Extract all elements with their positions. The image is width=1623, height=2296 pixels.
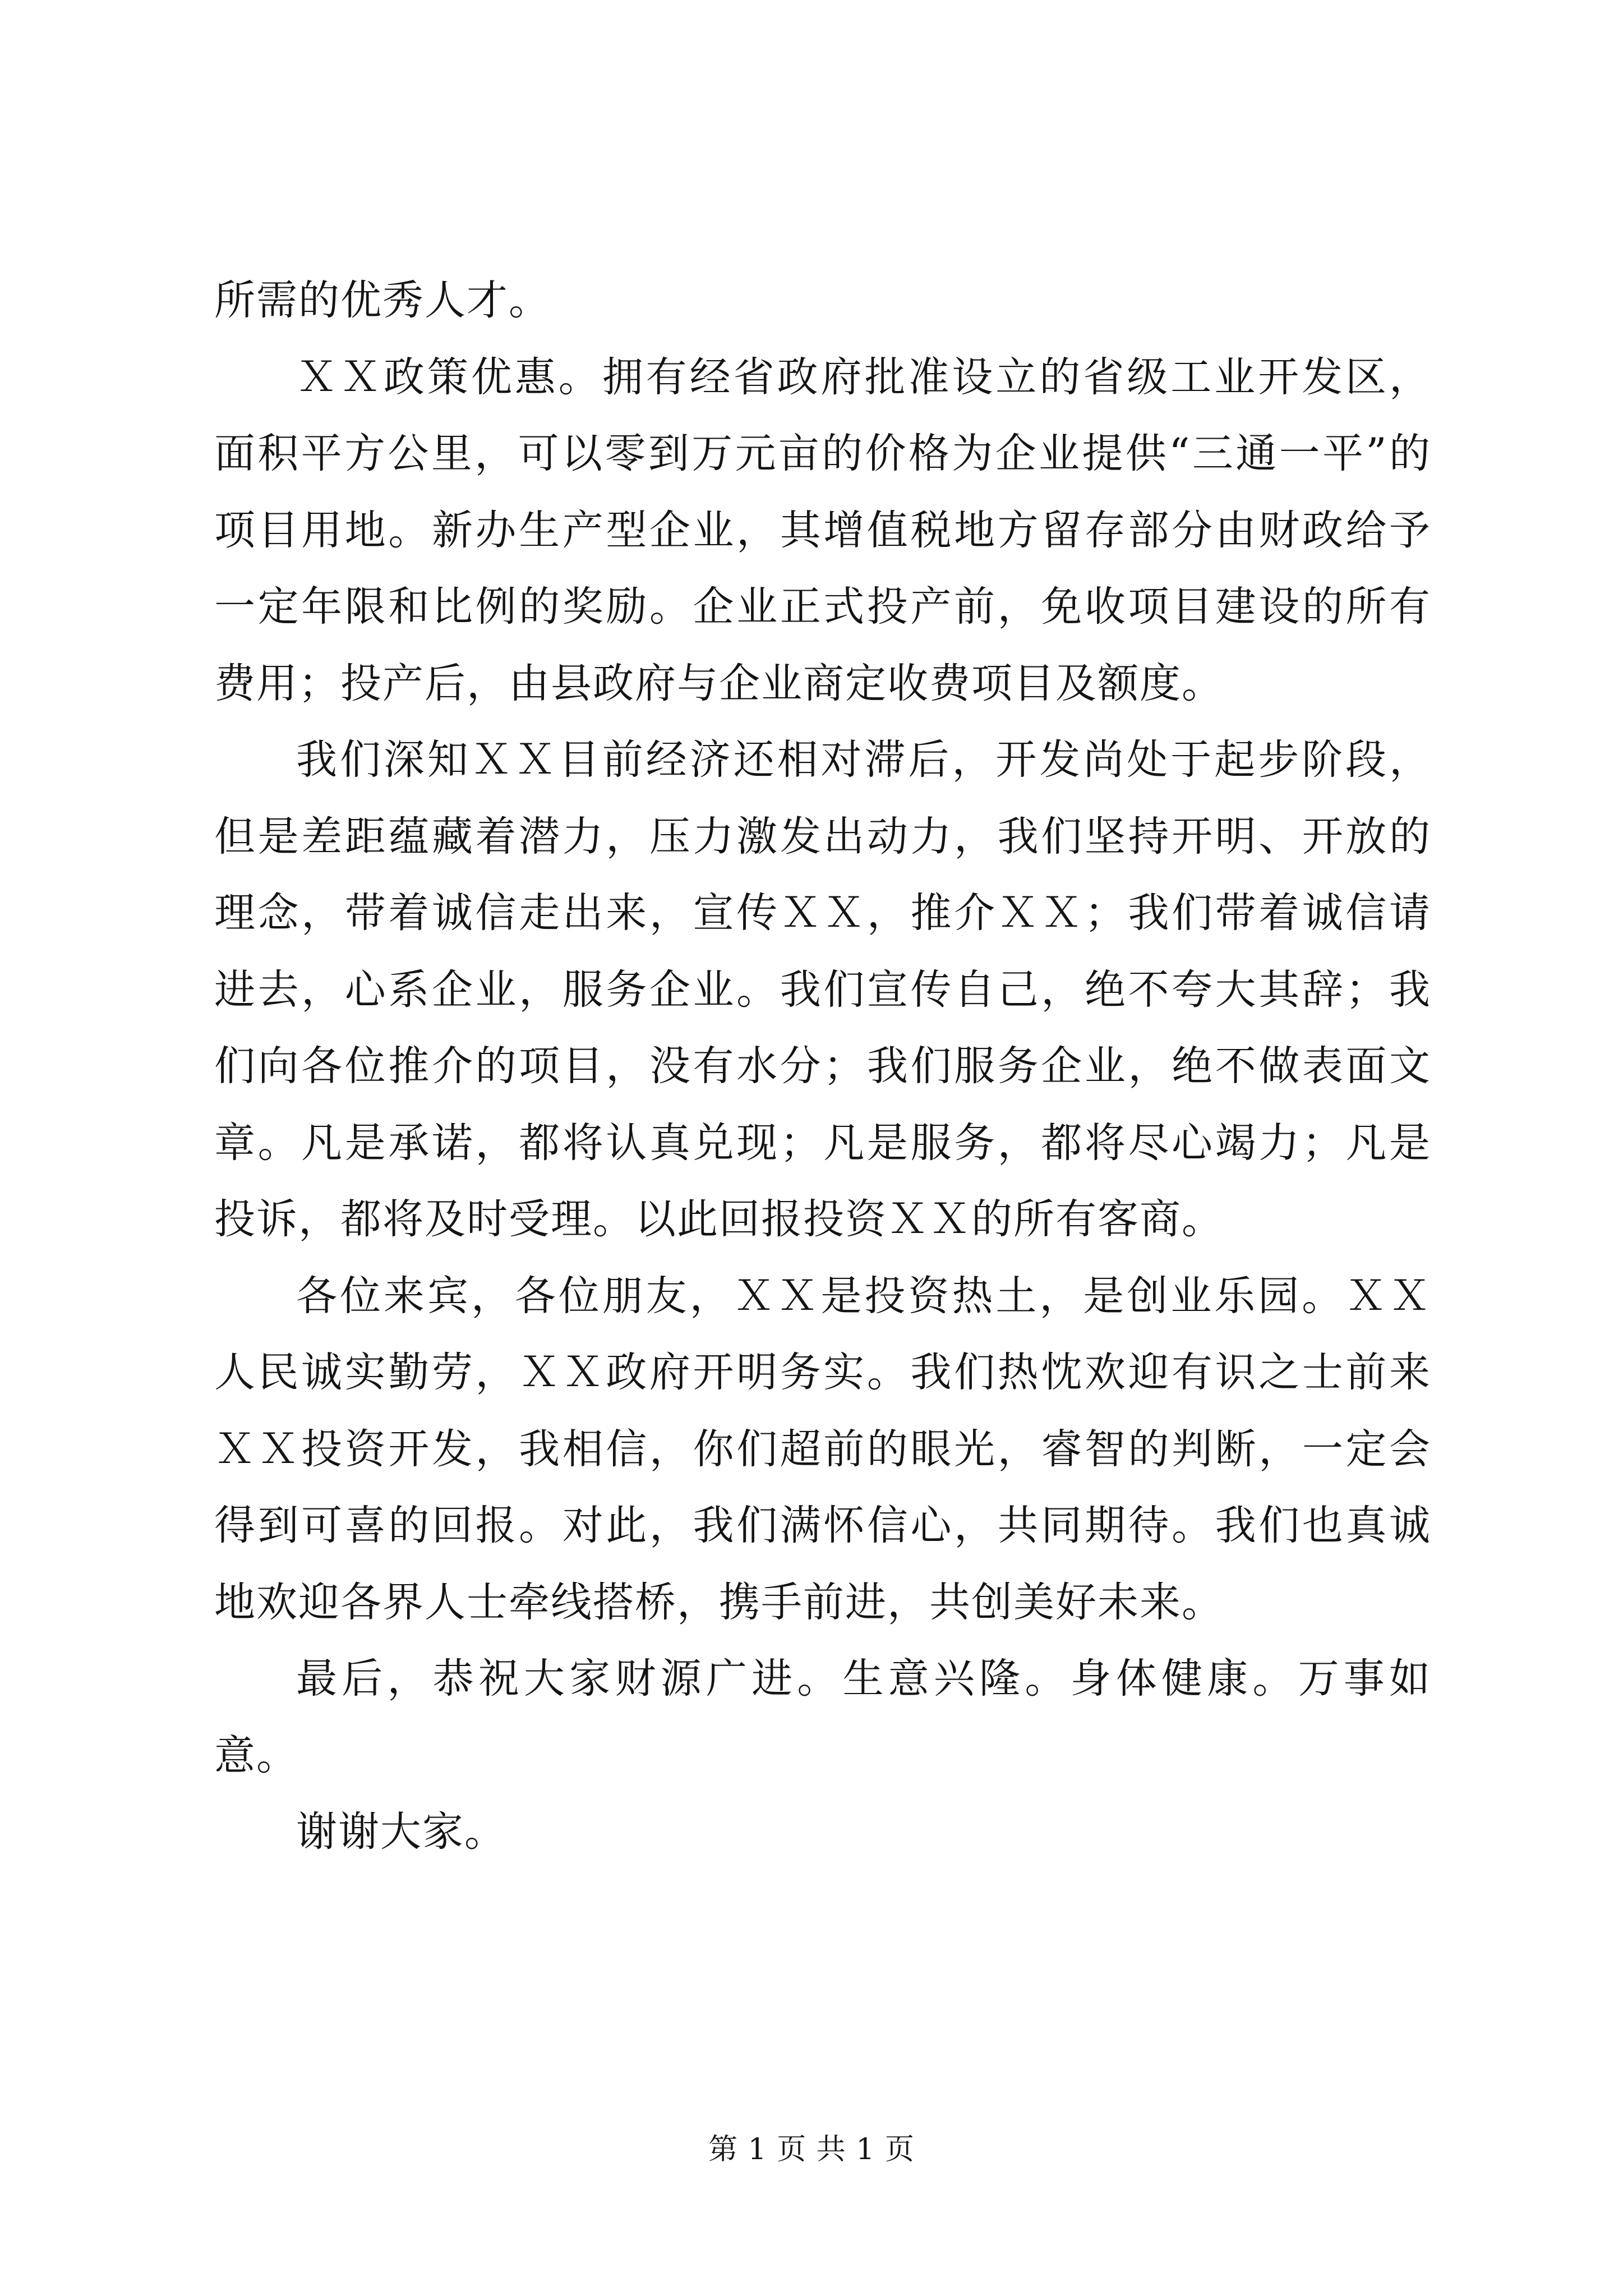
page-footer	[0, 2132, 1623, 2168]
paragraph-5: 最后，恭祝大家财源广进。生意兴隆。身体健康。万事如意。	[214, 1655, 1431, 1779]
paragraph-2: ＸＸ政策优惠。拥有经省政府批准设立的省级工业开发区，面积平方公里，可以零到万元亩的价格为企业提供“三通一平”的项目用地。新办生产型企业，其增值税地方留存部分由财政给予一定年限和比例的奖励。企业正式投产前，免收项目建设的所有费用；投产后，由县政府与企业商定收费项目及额度。	[214, 353, 1431, 707]
paragraph-6: 谢谢大家。	[296, 1808, 506, 1856]
paragraph-3: 我们深知ＸＸ目前经济还相对滞后，开发尚处于起步阶段，但是差距蕴藏着潜力，压力激发出动力，我们坚持开明、开放的理念，带着诚信走出来，宣传ＸＸ，推介ＸＸ；我们带着诚信请进去，心系企业，服务企业。我们宣传自己，绝不夸大其辞；我们向各位推介的项目，没有水分；我们服务企业，绝不做表面文章。凡是承诺，都将认真兑现；凡是服务，都将尽心竭力；凡是投诉，都将及时受理。以此回报投资ＸＸ的所有客商。	[214, 736, 1431, 1243]
document-body	[214, 263, 1431, 1871]
paragraph-1: 所需的优秀人才。	[214, 277, 551, 324]
paragraph-4: 各位来宾，各位朋友，ＸＸ是投资热土，是创业乐园。ＸＸ人民诚实勤劳，ＸＸ政府开明务实。我们热忱欢迎有识之士前来ＸＸ投资开发，我相信，你们超前的眼光，睿智的判断，一定会得到可喜的回报。对此，我们满怀信心，共同期待。我们也真诚地欢迎各界人士牵线搭桥，携手前进，共创美好未来。	[214, 1272, 1431, 1626]
page-number-label: 第 1 页 共 1 页	[708, 2133, 915, 2166]
